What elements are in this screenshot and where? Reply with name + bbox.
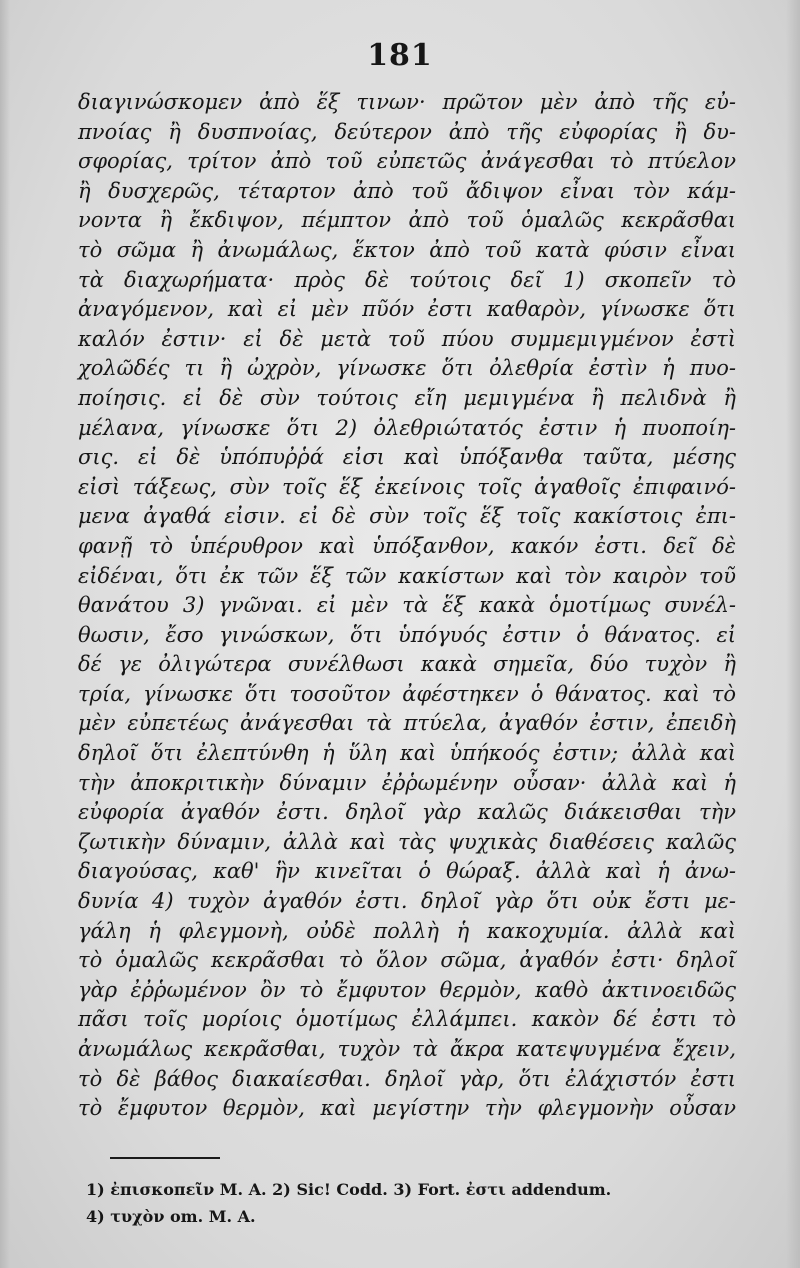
footnotes xyxy=(86,1176,746,1230)
text-line: διαγινώσκομεν ἀπὸ ἕξ τινων· πρῶτον μὲν ἀπὸ τῆς εὐ- xyxy=(78,90,736,114)
footnote-separator-rule xyxy=(110,1157,220,1159)
text-line: γάλη ἡ φλεγμονὴ, οὐδὲ πολλὴ ἡ κακοχυμία. ἀλλὰ καὶ xyxy=(78,918,736,943)
text-line: θωσιν, ἔσο γινώσκων, ὅτι ὑπόγυός ἐστιν ὁ θάνατος. εἰ xyxy=(78,622,736,647)
text-line: τὸ σῶμα ἢ ἀνωμάλως, ἕκτον ἀπὸ τοῦ κατὰ φύσιν εἶναι xyxy=(78,237,736,262)
text-line: ἀνωμάλως κεκρᾶσθαι, τυχὸν τὰ ἄκρα κατεψυγμένα ἔχειν, xyxy=(78,1037,736,1061)
text-line: εἰδέναι, ὅτι ἐκ τῶν ἕξ τῶν κακίστων καὶ τὸν καιρὸν τοῦ xyxy=(78,563,736,588)
text-line: μέλανα, γίνωσκε ὅτι 2) ὀλεθριώτατός ἐστιν ἡ πυοποίη- xyxy=(78,415,736,440)
text-line: δυνία 4) τυχὸν ἀγαθόν ἐστι. δηλοῖ γὰρ ὅτι οὐκ ἔστι με- xyxy=(78,889,736,914)
footnote-line: 4) τυχὸν om. M. A. xyxy=(86,1207,256,1226)
text-line: τὴν ἀποκριτικὴν δύναμιν ἐῤῥωμένην οὖσαν· ἀλλὰ καὶ ἡ xyxy=(78,770,736,795)
text-line: μενα ἀγαθά εἰσιν. εἰ δὲ σὺν τοῖς ἕξ τοῖς κακίστοις ἐπι- xyxy=(78,504,736,529)
text-line: νοντα ἢ ἔκδιψον, πέμπτον ἀπὸ τοῦ ὁμαλῶς κεκρᾶσθαι xyxy=(78,208,736,233)
text-line: τρία, γίνωσκε ὅτι τοσοῦτον ἀφέστηκεν ὁ θάνατος. καὶ τὸ xyxy=(78,681,736,706)
text-line: ἀναγόμενον, καὶ εἰ μὲν πῦόν ἐστι καθαρὸν, γίνωσκε ὅτι xyxy=(78,297,736,322)
text-line: ἢ δυσχερῶς, τέταρτον ἀπὸ τοῦ ἄδιψον εἶναι τὸν κάμ- xyxy=(78,178,736,203)
text-line: πνοίας ἢ δυσπνοίας, δεύτερον ἀπὸ τῆς εὐφορίας ἢ δυ- xyxy=(78,119,736,144)
text-line: διαγούσας, καθ' ἣν κινεῖται ὁ θώραξ. ἀλλὰ καὶ ἡ ἀνω- xyxy=(78,859,736,884)
text-line: σφορίας, τρίτον ἀπὸ τοῦ εὐπετῶς ἀνάγεσθαι τὸ πτύελον xyxy=(78,149,736,174)
text-line: εἰσὶ τάξεως, σὺν τοῖς ἕξ ἐκείνοις τοῖς ἀγαθοῖς ἐπιφαινό- xyxy=(78,474,736,499)
body-text xyxy=(78,88,736,1124)
text-line: χολῶδές τι ἢ ὠχρὸν, γίνωσκε ὅτι ὀλεθρία ἐστὶν ἡ πυο- xyxy=(78,356,736,381)
page-edge-shadow-left xyxy=(0,0,10,1268)
text-line: τὰ διαχωρήματα· πρὸς δὲ τούτοις δεῖ 1) σκοπεῖν τὸ xyxy=(78,267,736,292)
text-line: τὸ ὁμαλῶς κεκρᾶσθαι τὸ ὅλον σῶμα, ἀγαθόν ἐστι· δηλοῖ xyxy=(78,948,736,973)
text-line: εὐφορία ἀγαθόν ἐστι. δηλοῖ γὰρ καλῶς διάκεισθαι τὴν xyxy=(78,800,736,825)
footnote-line: 1) ἐπισκοπεῖν M. A. 2) Sic! Codd. 3) Fort. ἐστι addendum. xyxy=(86,1180,612,1199)
text-line: πᾶσι τοῖς μορίοις ὁμοτίμως ἐλλάμπει. κακὸν δέ ἐστι τὸ xyxy=(78,1007,736,1032)
text-line: ζωτικὴν δύναμιν, ἀλλὰ καὶ τὰς ψυχικὰς διαθέσεις καλῶς xyxy=(78,829,736,854)
text-line: καλόν ἐστιν· εἰ δὲ μετὰ τοῦ πύου συμμεμιγμένον ἐστὶ xyxy=(78,326,736,351)
text-line: σις. εἰ δὲ ὑπόπυῤῥά εἰσι καὶ ὑπόξανθα ταῦτα, μέσης xyxy=(78,445,736,470)
page-number: 181 xyxy=(367,38,433,73)
text-line: δηλοῖ ὅτι ἐλεπτύνθη ἡ ὕλη καὶ ὑπήκοός ἐστιν; ἀλλὰ καὶ xyxy=(78,741,736,766)
text-line: τὸ δὲ βάθος διακαίεσθαι. δηλοῖ γὰρ, ὅτι ἐλάχιστόν ἐστι xyxy=(78,1066,736,1091)
text-line: μὲν εὐπετέως ἀνάγεσθαι τὰ πτύελα, ἀγαθόν ἐστιν, ἐπειδὴ xyxy=(78,711,736,736)
text-line: θανάτου 3) γνῶναι. εἰ μὲν τὰ ἕξ κακὰ ὁμοτίμως συνέλ- xyxy=(78,593,736,618)
page-edge-shadow-right xyxy=(786,0,800,1268)
text-line: γὰρ ἐῤῥωμένον ὂν τὸ ἔμφυτον θερμὸν, καθὸ ἀκτινοειδῶς xyxy=(78,977,736,1002)
text-line: δέ γε ὀλιγώτερα συνέλθωσι κακὰ σημεῖα, δύο τυχὸν ἢ xyxy=(78,652,736,677)
text-line: ποίησις. εἰ δὲ σὺν τούτοις εἴη μεμιγμένα ἢ πελιδνὰ ἢ xyxy=(78,385,736,410)
text-line: τὸ ἔμφυτον θερμὸν, καὶ μεγίστην τὴν φλεγμονὴν οὖσαν xyxy=(78,1096,736,1121)
text-line: φανῇ τὸ ὑπέρυθρον καὶ ὑπόξανθον, κακόν ἐστι. δεῖ δὲ xyxy=(78,533,736,558)
